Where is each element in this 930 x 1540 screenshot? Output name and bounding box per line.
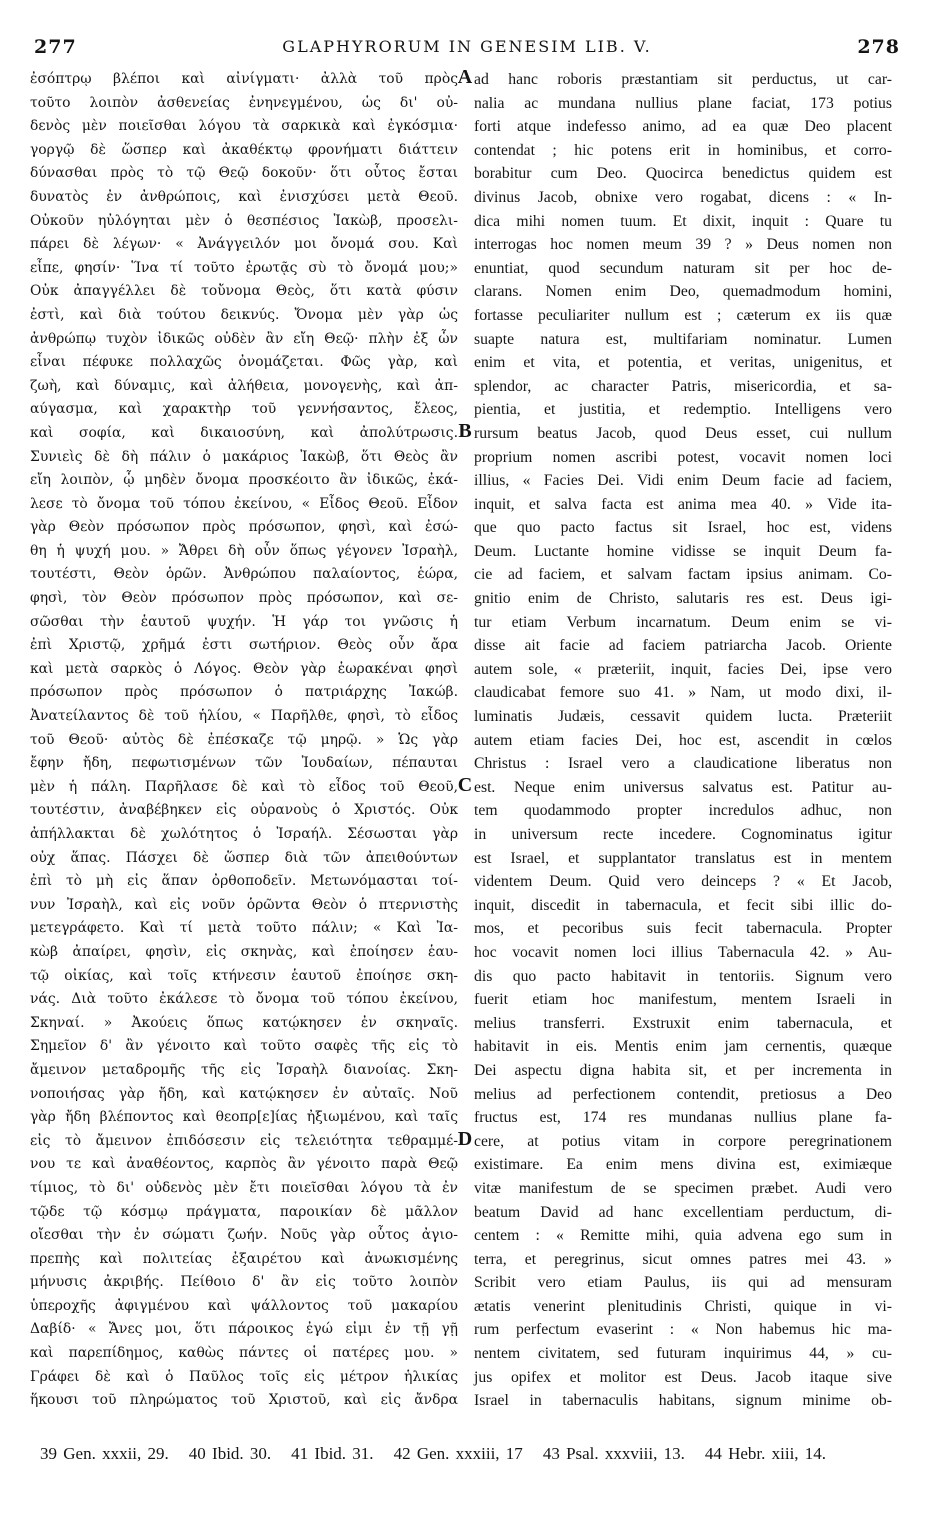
running-title: GLAPHYRORUM IN GENESIM LIB. V. [282,37,652,56]
greek-text-line: τῷδε τῷ κόσμῳ πράγματα, παροικίαν δὲ μᾶλλον [30,1203,458,1220]
greek-text-line: ἐπὶ τὸ μὴ εἰς ἅπαν ὀρθοποδεῖν. Μετωνόμασται τοί- [30,873,458,890]
greek-text-line: ἐσόπτρῳ βλέποι καὶ αἰνίγματι· ἀλλὰ τοῦ πρὸς [30,71,458,87]
greek-text-line: μὲν ἡ πάλη. Παρῆλασε δὲ καὶ τὸ εἶδος τοῦ Θεοῦ, [30,778,458,795]
greek-text-line: ζωὴ, καὶ δύναμις, καὶ ἀλήθεια, μονογενὴς, καὶ ἀπ- [30,377,458,394]
greek-text-line: τῷ οἰκίας, καὶ τοῖς κτήνεσιν ἑαυτοῦ ἐποίησε σκη- [30,967,458,984]
page-number-left: 277 [34,36,77,58]
latin-text-line: suapte natura est, multifariam nominatur. Lumen [474,330,892,348]
greek-text-line: Συνιεὶς δὲ δὴ πάλιν ὁ μακάριος Ἰακὼβ, ὅτι Θεὸς ἂν [30,448,458,465]
latin-text-line: gnitio enim de Christo, salutaris res est. Deus igi- [474,590,892,608]
latin-text-line: mos, et pecoribus suis fecit tabernacula. Propter [474,920,892,938]
latin-text-line: dis quo pacto habitavit in tentoriis. Signum vero [474,967,892,985]
greek-text-line: τοῦτο λοιπὸν ἀσθενείας ἐνηνεγμένου, ὡς δι' οὐ- [30,94,458,111]
latin-text-line: interrogas hoc nomen meum 39 ? » Deus nomen non [474,236,892,254]
latin-text-line: enuntiat, quod secundum naturam sit per hoc de- [474,259,892,277]
latin-text-line: forti atque indefesso animo, ad ea quæ Deo placent [474,118,892,136]
greek-text-line: καὶ μετὰ σαρκὸς ὁ Λόγος. Θεὸν γὰρ ἑωρακέναι φησὶ [30,660,458,677]
latin-text-line: terra, et peregrinus, sicut omnes patres mei 43. » [474,1250,892,1268]
latin-text-line: jus opifex et molitor est Deus. Jacob itaque sive [474,1368,892,1386]
latin-text-line: melius transferri. Exstruxit enim tabernacula, et [474,1014,892,1032]
latin-text-line: que quo pacto factus sit Israel, hoc est, videns [474,519,892,537]
latin-text-line: hoc vocavit nomen loci illius Tabernacula 42. » Au- [474,943,892,961]
section-marker: B [458,420,472,442]
greek-text-line: φησὶ, τὸν Θεὸν πρόσωπον πρὸς πρόσωπον, καὶ σε- [30,590,458,607]
greek-text-line: πρόσωπον πρὸς πρόσωπον ὁ πατριάρχης Ἰακώβ. [30,684,458,701]
greek-text-line: γὰρ Θεὸν πρόσωπον πρὸς πρόσωπον, φησὶ, καὶ ἐσώ- [30,519,458,536]
latin-text-line: splendor, ac character Patris, misericordia, et sa- [474,377,892,395]
latin-text-line: nalia ac mundana nullius plane faciat, 173 potius [474,94,892,112]
latin-text-line: rursum beatus Jacob, quod Deus esset, cui nullum [474,424,892,442]
latin-text-line: vitæ manifestum de se specimen præbet. Audi vero [474,1179,892,1197]
latin-text-line: fuerit etiam hoc manifestum, mentem Israeli in [474,991,892,1009]
footnote: 44 Hebr. xiii, 14. [704,1444,827,1463]
latin-text-line: pientia, et justitia, et redemptio. Intelligens vero [474,401,892,419]
latin-text-line: proprium nomen ascribi potest, vocavit nomen loci [474,448,892,466]
latin-text-line: divinus Jacob, obnixe vero rogabat, dicens : « In- [474,188,892,206]
latin-text-line: est. Neque enim universus salvatus est. Patitur au- [474,778,892,796]
greek-text-line: Οὐκ ἀπαγγέλλει δὲ τοὔνομα Θεὸς, ὅτι κατὰ φύσιν [30,283,458,300]
greek-text-line: τοῦ Θεοῦ· αὐτὸς δὲ ἐπέσκαζε τῷ μηρῷ. » Ὡς γὰρ [30,731,458,748]
latin-text-line: clarans. Nomen enim Deo, quemadmodum homini, [474,283,892,301]
latin-text-line: Dei aspectu digna habita sit, et per incrementa in [474,1061,892,1079]
greek-text-line: Οὐκοῦν ηὐλόγηται μὲν ὁ θεσπέσιος Ἰακὼβ, προσελι- [30,212,458,229]
page-header [34,36,900,60]
latin-text-line: Scribit vero etiam Paulus, iis qui ad mensuram [474,1274,892,1292]
latin-text-line: videntem Deum. Quid vero deinceps ? « Et Jacob, [474,873,892,891]
footnote: 42 Gen. xxxiii, 17 [393,1444,523,1463]
greek-text-line: ἄμεινον μεταδρομῆς τῆς εἰς Ἰσραὴλ διανοίας. Σκη- [30,1061,458,1078]
greek-text-line: τουτέστιν, ἀναβέβηκεν εἰς οὐρανοὺς ὁ Χριστός. Οὐκ [30,802,458,819]
greek-text-line: αύγασμα, καὶ χαρακτὴρ τοῦ γεννήσαντος, ἔλεος, [30,401,458,418]
greek-text-line: νου τε καὶ ἀναθέοντος, καρπὸς ἂν γένοιτο παρὰ Θεῷ [30,1156,458,1173]
greek-text-line: δυνατὸς ἐν ἀνθρώποις, καὶ ἐνισχύσει μετὰ Θεοῦ. [30,188,458,205]
latin-text-line: rum perfectum evaserint : « Non habemus hic ma- [474,1321,892,1339]
latin-text-line: fructus est, 174 res mundanas nullius plane fa- [474,1109,892,1127]
greek-text-line: νοποιήσας γὰρ ἤδη, καὶ κατῴκησεν ἐν αὐταῖς. Νοῦ [30,1085,458,1102]
greek-text-line: εἶπε, φησίν· Ἵνα τί τοῦτο ἐρωτᾷς σὺ τὸ ὄνομά μου;» [30,259,458,276]
latin-text-column [474,68,892,1413]
greek-text-line: Γράφει δὲ καὶ ὁ Παῦλος τοῖς εἰς μέτρον ἡλικίας [30,1368,458,1385]
greek-text-line: θη ἡ ψυχή μου. » Ἄθρει δὴ οὖν ὅπως γέγονεν Ἰσραὴλ, [30,542,458,559]
greek-text-line: Σημεῖον δ' ἂν γένοιτο καὶ τοῦτο σαφὲς τῆς εἰς τὸ [30,1038,458,1055]
greek-text-line: ἔφην ἤδη, πεφωτισμένων τῶν Ἰουδαίων, πέπαυται [30,755,458,772]
page-number-right: 278 [857,36,900,58]
section-marker: D [457,1128,473,1150]
latin-text-line: tem quodammodo propter incredulos adhuc, non [474,802,892,820]
greek-text-line: τίμιος, τὸ δι' οὐδενὸς μὲν ἔτι ποιεῖσθαι λόγου τὰ ἐν [30,1179,458,1196]
latin-text-line: centem : « Remitte mihi, quia advena ego sum in [474,1227,892,1245]
greek-text-line: ἀπήλλακται δὲ χωλότητος ὁ Ἰσραήλ. Σέσωσται γὰρ [30,826,458,842]
latin-text-line: inquit, discedit in tabernacula, et fecit sibi illic do- [474,896,892,914]
greek-text-line: νυν Ἰσραὴλ, καὶ εἰς νοῦν ὁρῶντα Θεὸν ὁ πτερνιστὴς [30,896,458,913]
greek-text-line: ὑπεροχῆς ἀφιγμένου καὶ ψάλλοντος τοῦ μακαρίου [30,1297,458,1314]
greek-text-column [30,68,458,1413]
latin-text-line: Christus : Israel vero a claudicatione liberatus non [474,755,892,773]
latin-text-line: cere, at potius vitam in corpore peregrinationem [474,1132,892,1150]
latin-text-line: autem etiam facies Dei, hoc est, ascendit in cœlos [474,731,892,749]
greek-text-line: νάς. Διὰ τοῦτο ἐκάλεσε τὸ ὄνομα τοῦ τόπου ἐκείνου, [30,991,458,1008]
greek-text-line: τουτέστι, Θεὸν ὁρῶν. Ἀνθρώπου παλαίοντος, ἑώρα, [30,566,458,583]
latin-text-line: in universum recte incedere. Cognominatus igitur [474,826,892,843]
greek-text-line: ἥκουσι τοῦ πληρώματος τοῦ Χριστοῦ, καὶ εἰς ἄνδρα [30,1392,458,1409]
greek-text-line: γὰρ ἤδη βλέποντος καὶ θεοπρ[ε]ίας ἠξιωμένου, καὶ ταῖς [30,1109,458,1126]
greek-text-line: ἀνθρώπῳ τυχὸν ἰδικῶς οὐδὲν ἂν εἴη Θεῷ· πλὴν ἐξ ὧν [30,330,458,347]
greek-text-line: μετεγράφετο. Καὶ τί μετὰ τοῦτο πάλιν; « Καὶ Ἰα- [30,920,458,937]
latin-text-line: ad hanc roboris præstantiam sit perductus, ut car- [474,71,892,88]
latin-text-line: inquit, et salva facta est anima mea 40. » Vide ita- [474,495,892,513]
greek-text-line: εἴη λοιπὸν, ᾧ μηδὲν ὄνομα προσκέοιτο ἂν ἰδικῶς, ἐκά- [30,472,458,489]
greek-text-line: γοργῷ δὲ ὥσπερ καὶ ἀκαθέκτῳ φρονήματι διάττειν [30,141,458,158]
greek-text-line: οἴεσθαι τὴν ἐν σώματι ζωήν. Νοῦς γὰρ οὗτος ἀγιο- [30,1227,458,1244]
greek-text-line: καὶ παρεπίδημος, καθὼς πάντες οἱ πατέρες μου. » [30,1345,458,1362]
latin-text-line: disse ait facie ad faciem patriarcha Jacob. Oriente [474,637,892,655]
greek-text-line: εἶναι πέφυκε πολλαχῶς ὀνομάζεται. Φῶς γὰρ, καὶ [30,354,458,371]
footnotes [40,1444,900,1472]
latin-text-line: beatum David ad hanc excellentiam perductum, di- [474,1203,892,1221]
latin-text-line: habitavit in eis. Mentis enim jam cernentis, quæque [474,1038,892,1056]
latin-text-line: nentem civitatem, sed futuram inquirimus 44, » cu- [474,1345,892,1363]
latin-text-line: melius ad perfectionem contendit, pretiosus a Deo [474,1085,892,1103]
latin-text-line: existimare. Ea enim mens divina est, eximiæque [474,1156,892,1174]
greek-text-line: πάρει δὲ λέγων· « Ἀνάγγειλόν μοι ὄνομά σου. Καὶ [30,236,458,253]
latin-text-line: borabitur cum Deo. Quocirca benedictus quidem est [474,165,892,183]
footnote: 43 Psal. xxxviii, 13. [542,1444,685,1463]
latin-text-line: ætatis venerint plenitudinis Christi, quique in vi- [474,1297,892,1315]
latin-text-line: autem sole, « præteriit, inquit, facies Dei, ipse vero [474,660,892,678]
greek-text-line: Δαβίδ· « Ἄνες μοι, ὅτι πάροικος ἐγώ εἰμι ἐν τῇ γῇ [30,1321,458,1338]
greek-text-line: σῶσθαι τὴν ἑαυτοῦ ψυχήν. Ἡ γάρ τοι γνῶσις ἡ [30,613,458,630]
footnote: 41 Ibid. 31. [291,1444,374,1463]
greek-text-line: δενὸς μὲν ποιεῖσθαι λόγου τὰ σαρκικὰ καὶ ἐγκόσμια· [30,118,458,135]
footnote: 40 Ibid. 30. [188,1444,272,1463]
latin-text-line: tur etiam Verbum incarnatum. Deum enim se vi- [474,613,892,631]
latin-text-line: Israel in tabernaculis habitans, signum minime ob- [474,1392,892,1410]
latin-text-line: contendat ; hic potens erit in hominibus, et corro- [474,141,892,159]
greek-text-line: καὶ σοφία, καὶ δικαιοσύνη, καὶ ἀπολύτρωσις. [30,424,458,441]
latin-text-line: illius, « Facies Dei. Vidi enim Deum facie ad faciem, [474,472,892,490]
latin-text-line: fortasse peculiariter nullum est ; cæterum ex iis quæ [474,306,892,324]
greek-text-line: πρεπὴς καὶ πολιτείας ἐξαιρέτου καὶ ἀνωκισμένης [30,1250,458,1267]
greek-text-line: οὐχ ἅπας. Πάσχει δὲ ὥσπερ διὰ τῶν ἀπειθούντων [30,849,458,866]
greek-text-line: Σκηναί. » Ἀκούεις ὅπως κατῴκησεν ἐν σκηναῖς. [30,1014,458,1031]
latin-text-line: est Israel, et supplantator translatus est in mentem [474,849,892,867]
latin-text-line: enim et vita, et potentia, et veritas, unigenitus, et [474,354,892,372]
latin-text-line: cie ad faciem, et salvam factam ipsius animam. Co- [474,566,892,584]
section-marker: A [457,66,473,88]
greek-text-line: κὼβ ἀπαίρει, φησὶν, εἰς σκηνὰς, καὶ ἐποίησεν ἑαυ- [30,943,458,960]
latin-text-line: dica mihi nomen tuum. Et dixit, inquit : Quare tu [474,212,892,230]
greek-text-line: μήνυσις ἀκριβής. Πείθοιο δ' ἂν εἰς τοῦτο λοιπὸν [30,1274,458,1291]
footnote: 39 Gen. xxxii, 29. [40,1444,169,1463]
latin-text-line: luminatis Judæis, cessavit quidem lucta. Præteriit [474,708,892,726]
latin-text-line: Deum. Luctante homine vidisse se inquit Deum fa- [474,542,892,560]
greek-text-line: λεσε τὸ ὄνομα τοῦ τόπου ἐκείνου, « Εἶδος Θεοῦ. Εἶδον [30,495,458,512]
greek-text-line: δύνασθαι πρὸς τὸ τῷ Θεῷ δοκοῦν· ὅτι οὗτος ἔσται [30,165,458,182]
greek-text-line: εἰς τὸ ἄμεινον ἐπιδόσεσιν εἰς τελειότητα τεθραμμέ- [30,1132,458,1149]
greek-text-line: ἐπὶ Χριστῷ, χρῆμά ἐστι σωτήριον. Θεὸς οὖν ἄρα [30,637,458,654]
greek-text-line: ἐστὶ, καὶ διὰ τούτου δεικνύς. Ὄνομα μὲν γὰρ ὡς [30,306,458,323]
greek-text-line: Ἀνατείλαντος δὲ τοῦ ἡλίου, « Παρῆλθε, φησὶ, τὸ εἶδος [30,708,458,725]
section-marker: C [457,774,473,796]
latin-text-line: claudicabat femore suo 41. » Nam, ut modo dixi, il- [474,684,892,702]
